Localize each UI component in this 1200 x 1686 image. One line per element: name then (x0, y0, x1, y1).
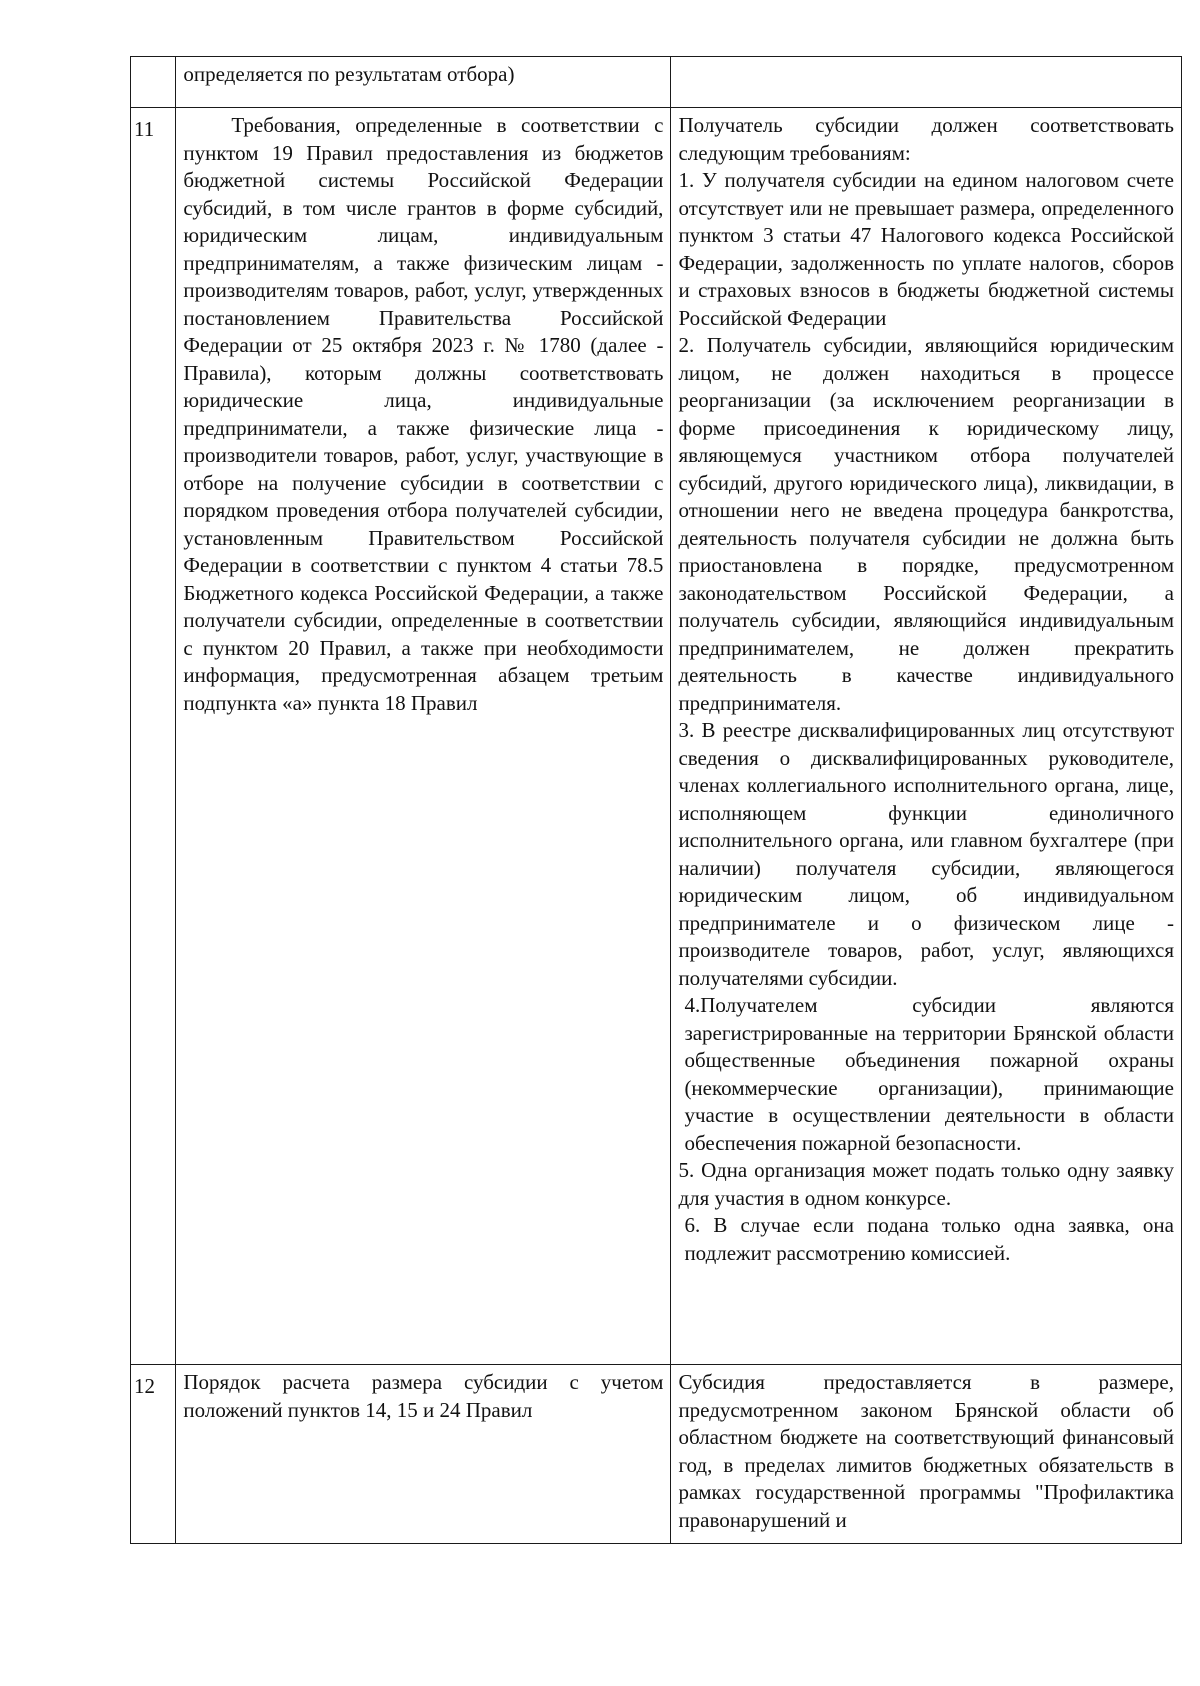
row-right-text (671, 108, 1182, 1365)
requirement-item-6: 6. В случае если подана только одна заявка, она подлежит рассмотрению комиссией. (684, 1213, 1174, 1265)
requirement-item-3: 3. В реестре дисквалифицированных лиц отсутствуют сведения о дисквалифицированных руководителе, членах коллегиального исполнительного органа, лице, исполняющем функции единоличного исполнительного органа, или главном бухгалтере (при наличии) получателя субсидии, являющегося юридическим лицом, об индивидуальном предпринимателе и о физическом лице - производителе товаров, работ, услуг, являющихся получателями субсидии. (678, 718, 1174, 990)
left-cell-text: определяется по результатам отбора) (183, 62, 515, 86)
row-left-text (176, 108, 671, 1365)
requirement-item-1: 1. У получателя субсидии на едином налоговом счете отсутствует или не превышает размера, определенного пунктом 3 статьи 47 Налогового кодекса Российской Федерации, задолженность по уплате налогов, сборов и страховых взносов в бюджеты бюджетной системы Российской Федерации (678, 168, 1174, 330)
table-row (131, 1365, 1182, 1544)
row-number (131, 57, 176, 108)
requirements-description: Требования, определенные в соответствии с пунктом 19 Правил предоставления из бюджетов бюджетной системы Российской Федерации субсидий, в том числе грантов в форме субсидий, юридическим лицам, индивидуальным предпринимателям, а также физическим лицам - производителям товаров, работ, услуг, утвержденных постановлением Правительства Российской Федерации от 25 октября 2023 г. № 1780 (далее - Правила), которым должны соответствовать юридические лица, индивидуальные предприниматели, а также физические лица - производители товаров, работ, услуг, участвующие в отборе на получение субсидии в соответствии с порядком проведения отбора получателей субсидии, установленным Правительством Российской Федерации в соответствии с пунктом 4 статьи 78.5 Бюджетного кодекса Российской Федерации, а также получатели субсидии, определенные в соответствии с пунктом 20 Правил, а также при необходимости информация, предусмотренная абзацем третьим подпункта «а» пункта 18 Правил (183, 113, 664, 715)
row-right-text (671, 1365, 1182, 1544)
calculation-order-text: Порядок расчета размера субсидии с учетом положений пунктов 14, 15 и 24 Правил (183, 1370, 664, 1422)
table-row (131, 108, 1182, 1365)
document-table (130, 56, 1182, 1544)
requirement-item-2: 2. Получатель субсидии, являющийся юридическим лицом, не должен находиться в процессе реорганизации (за исключением реорганизации в форме присоединения к юридическому лицу, являющемуся участником отбора получателей субсидий, другого юридического лица), ликвидации, в отношении него не введена процедура банкротства, деятельность получателя субсидии не должна быть приостановлена в порядке, предусмотренном законодательством Российской Федерации, а получатель субсидии, являющийся индивидуальным предпринимателем, не должен прекратить деятельность в качестве индивидуального предпринимателя. (678, 333, 1174, 715)
row-number: 11 (131, 108, 176, 1365)
subsidy-amount-text: Субсидия предоставляется в размере, предусмотренном законом Брянской области об областном бюджете на соответствующий финансовый год, в пределах лимитов бюджетных обязательств в рамках государственной программы "Профилактика правонарушений и (678, 1370, 1174, 1532)
requirements-intro: Получатель субсидии должен соответствовать следующим требованиям: (678, 113, 1174, 165)
row-number: 12 (131, 1365, 176, 1544)
requirement-item-4: 4.Получателем субсидии являются зарегистрированные на территории Брянской области общественные объединения пожарной охраны (некоммерческие организации), принимающие участие в осуществлении деятельности в области обеспечения пожарной безопасности. (684, 993, 1174, 1155)
table-row (131, 57, 1182, 108)
row-left-text (176, 1365, 671, 1544)
row-right-text (671, 57, 1182, 108)
row-left-text (176, 57, 671, 108)
requirement-item-5: 5. Одна организация может подать только одну заявку для участия в одном конкурсе. (678, 1158, 1174, 1210)
